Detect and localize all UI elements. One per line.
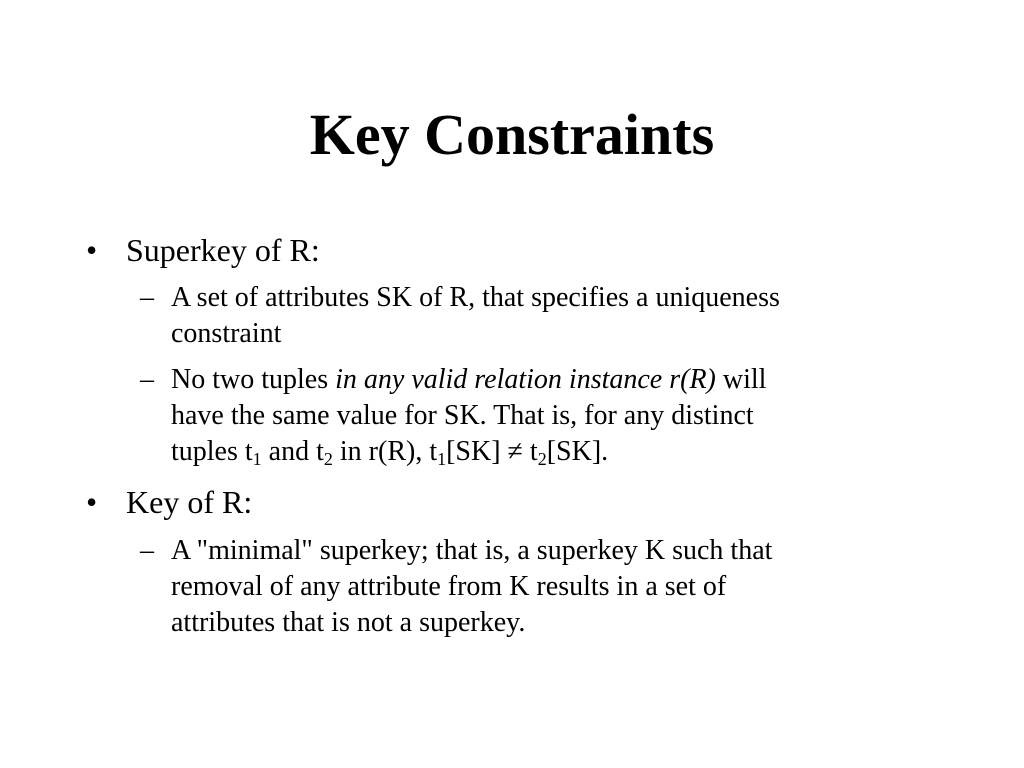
subscript: 2 xyxy=(537,449,547,469)
subscript: 2 xyxy=(323,449,333,469)
dash-marker: – xyxy=(140,535,154,566)
dash-marker: – xyxy=(140,364,154,395)
text-run: [SK] ≠ t xyxy=(446,436,538,467)
text-run: [SK]. xyxy=(546,436,609,467)
text-line xyxy=(171,362,766,398)
italic-text-run: in any valid relation instance r(R) xyxy=(335,364,716,395)
bullet-marker: • xyxy=(86,484,98,520)
text-line: have the same value for SK. That is, for any distinct xyxy=(171,400,754,431)
text-run: and t xyxy=(261,436,324,467)
text-line: removal of any attribute from K results in a set of xyxy=(171,571,727,602)
text-line: attributes that is not a superkey. xyxy=(171,607,526,638)
text-line-formula xyxy=(171,434,766,470)
text-line: A "minimal" superkey; that is, a superkey K such that xyxy=(171,535,773,566)
subscript: 1 xyxy=(437,449,447,469)
dash-marker: – xyxy=(140,282,154,313)
text-run: No two tuples xyxy=(171,364,336,395)
slide-title: Key Constraints xyxy=(309,102,715,167)
text-run: will xyxy=(715,364,767,395)
bullet-marker: • xyxy=(86,232,98,268)
text-run: tuples t xyxy=(171,436,253,467)
bullet-superkey-label: Superkey of R: xyxy=(126,232,320,268)
text-line: A set of attributes SK of R, that specifies a uniqueness xyxy=(171,282,780,313)
text-run: in r(R), t xyxy=(332,436,438,467)
bullet-key-label: Key of R: xyxy=(126,484,253,520)
text-line: constraint xyxy=(171,318,282,349)
subscript: 1 xyxy=(252,449,262,469)
